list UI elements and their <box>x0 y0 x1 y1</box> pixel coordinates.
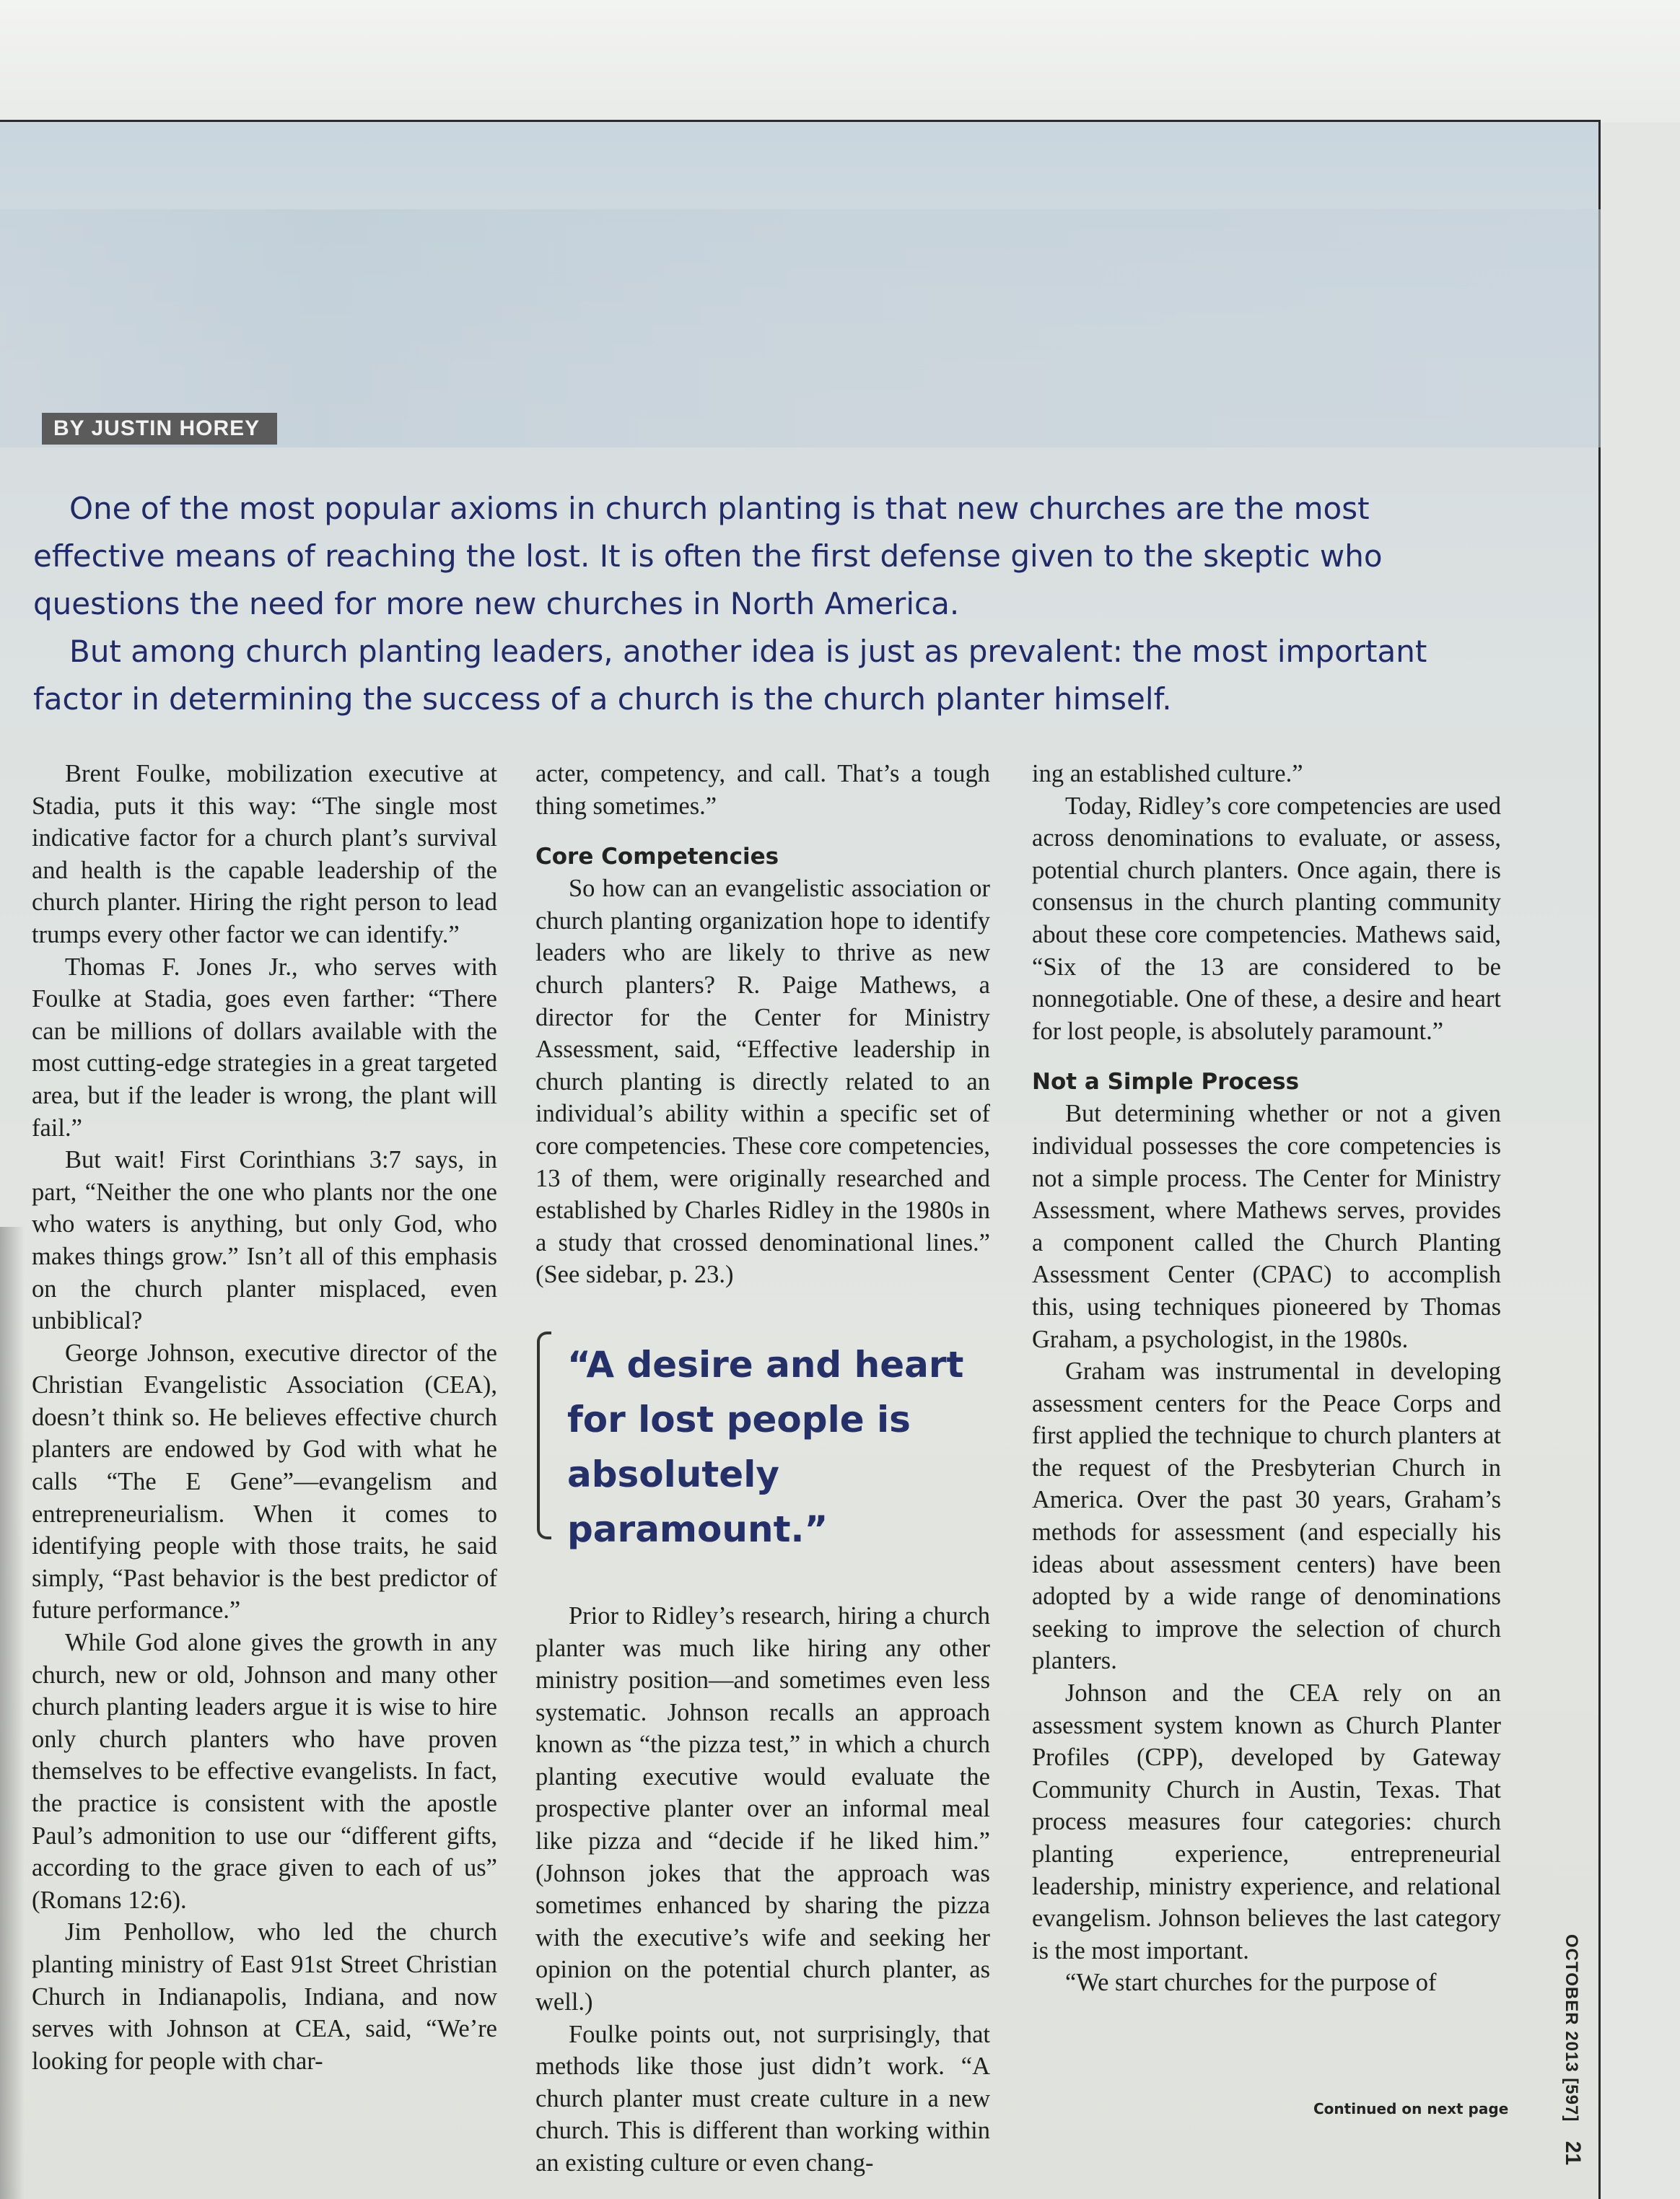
issue-date: OCTOBER 2013 [597] <box>1562 1934 1581 2123</box>
body-paragraph: While God alone gives the growth in any church, new or old, Johnson and many other church planting leaders argue it is wise to hire only church planters who have proven themselves to be effective evangelists. In fact, the practice is consistent with the apostle Paul’s admonition to use our “different gifts, according to the grace given to each of us” (Romans 12:6). <box>32 1629 497 1914</box>
body-paragraph: Johnson and the CEA rely on an assessment system known as Church Planter Profiles (CPP), developed by Gateway Community Church in Austin, Texas. That process measures four categories: church planting experience, entrepreneurial leadership, ministry experience, and relational evangelism. Johnson believes the last category is the most important. <box>1032 1679 1501 1964</box>
deck-paragraph-2: But among church planting leaders, another idea is just as prevalent: the most important factor in determining the success of a church is the church planter himself. <box>33 634 1427 717</box>
deck-paragraph-1: One of the most popular axioms in church planting is that new churches are the most effective means of reaching the lost. It is often the first defense given to the skeptic who questions the need for more new churches in North America. <box>33 491 1383 621</box>
body-paragraph: ing an established culture.” <box>1032 760 1303 787</box>
column-3 <box>1032 758 1501 1999</box>
body-paragraph: Graham was instrumental in developing assessment centers for the Peace Corps and first applied the technique to church planters at the request of the Presbyterian Church in America. Over the past 30 years, Graham’s methods for assessment (and especially his ideas about assessment centers) have been adopted by a wide range of denominations seeking to improve the selection of church planters. <box>1032 1358 1501 1675</box>
continued-on-next-page: Continued on next page <box>1313 2100 1509 2117</box>
byline: BY JUSTIN HOREY <box>42 413 277 445</box>
body-paragraph: So how can an evangelistic association or church planting organization hope to identify leaders who are likely to thrive as new church planters? R. Paige Mathews, a director for the Center for Ministry Assessment, said, “Effective leadership in church planting is directly related to an individual’s ability within a specific set of core competencies. These core competencies, 13 of them, were originally researched and established by Charles Ridley in the 1980s in a study that crossed denominational lines.” (See sidebar, p. 23.) <box>535 875 990 1289</box>
subhead-not-a-simple-process: Not a Simple Process <box>1032 1069 1300 1096</box>
body-paragraph: Prior to Ridley’s research, hiring a church planter was much like hiring any other ministry position—and sometimes even less systematic. Johnson recalls an approach known as “the pizza test,” in which a church planting executive would evaluate the prospective planter over an informal meal like pizza and “decide if he liked him.” (Johnson jokes that the approach was sometimes enhanced by sharing the pizza with the executive’s wife and seeking her opinion on the potential church planter, as well.) <box>535 1601 990 2016</box>
subhead-core-competencies: Core Competencies <box>535 844 779 870</box>
header-image-band <box>0 209 1601 447</box>
pull-quote <box>535 1337 990 1557</box>
page-folio <box>1560 1934 1585 2165</box>
bracket-icon <box>537 1332 551 1539</box>
body-paragraph: acter, competency, and call. That’s a tough thing sometimes.” <box>535 760 990 820</box>
pull-quote-text: “A desire and heart for lost people is absolutely paramount.” <box>567 1343 964 1550</box>
page-edge-shadow <box>0 1227 25 2199</box>
page-number: 21 <box>1561 2141 1585 2166</box>
body-paragraph: But determining whether or not a given individual possesses the core competencies is not a simple process. The Center for Ministry Assessment, where Mathews serves, provides a component called the Church Planting Assessment Center (CPAC) to accomplish this, using techniques pioneered by Thomas Graham, a psychologist, in the 1980s. <box>1032 1100 1501 1353</box>
body-paragraph: Thomas F. Jones Jr., who serves with Foulke at Stadia, goes even farther: “There can be millions of dollars available with the most cutting-edge strategies in a great targeted area, but if the leader is wrong, the plant will fail.” <box>32 953 497 1142</box>
article-deck <box>33 485 1505 723</box>
column-1 <box>32 758 497 2077</box>
body-paragraph: Jim Penhollow, who led the church planting ministry of East 91st Street Christian Church in Indianapolis, Indiana, and now serves with Johnson at CEA, said, “We’re looking for people with char- <box>32 1918 497 2075</box>
page-top-margin <box>0 0 1680 123</box>
body-paragraph: But wait! First Corinthians 3:7 says, in part, “Neither the one who plants nor the one who waters is anything, but only God, who makes things grow.” Isn’t all of this emphasis on the church planter misplaced, even unbiblical? <box>32 1146 497 1335</box>
body-paragraph: “We start churches for the purpose of <box>1065 1969 1437 1997</box>
body-paragraph: George Johnson, executive director of the Christian Evangelistic Association (CEA), doesn’t think so. He believes effective church planters are endowed by God with what he calls “The E Gene”—evangelism and entrepreneurialism. When it comes to identifying people with those traits, he said simply, “Past behavior is the best predictor of future performance.” <box>32 1339 497 1625</box>
column-2 <box>535 758 990 2180</box>
body-paragraph: Foulke points out, not surprisingly, that methods like those just didn’t work. “A church planter must create culture in a new church. This is different than working within an existing culture or even chang- <box>535 2020 990 2177</box>
body-paragraph: Today, Ridley’s core competencies are used across denominations to evaluate, or assess, potential church planters. Once again, there is consensus in the church planting community about these core competencies. Mathews said, “Six of the 13 are considered to be nonnegotiable. One of these, a desire and heart for lost people, is absolutely paramount.” <box>1032 792 1501 1045</box>
body-paragraph: Brent Foulke, mobilization executive at Stadia, puts it this way: “The single most indicative factor for a church plant’s survival and health is the capable leadership of the church planter. Hiring the right person to lead trumps every other factor we can identify.” <box>32 760 497 948</box>
